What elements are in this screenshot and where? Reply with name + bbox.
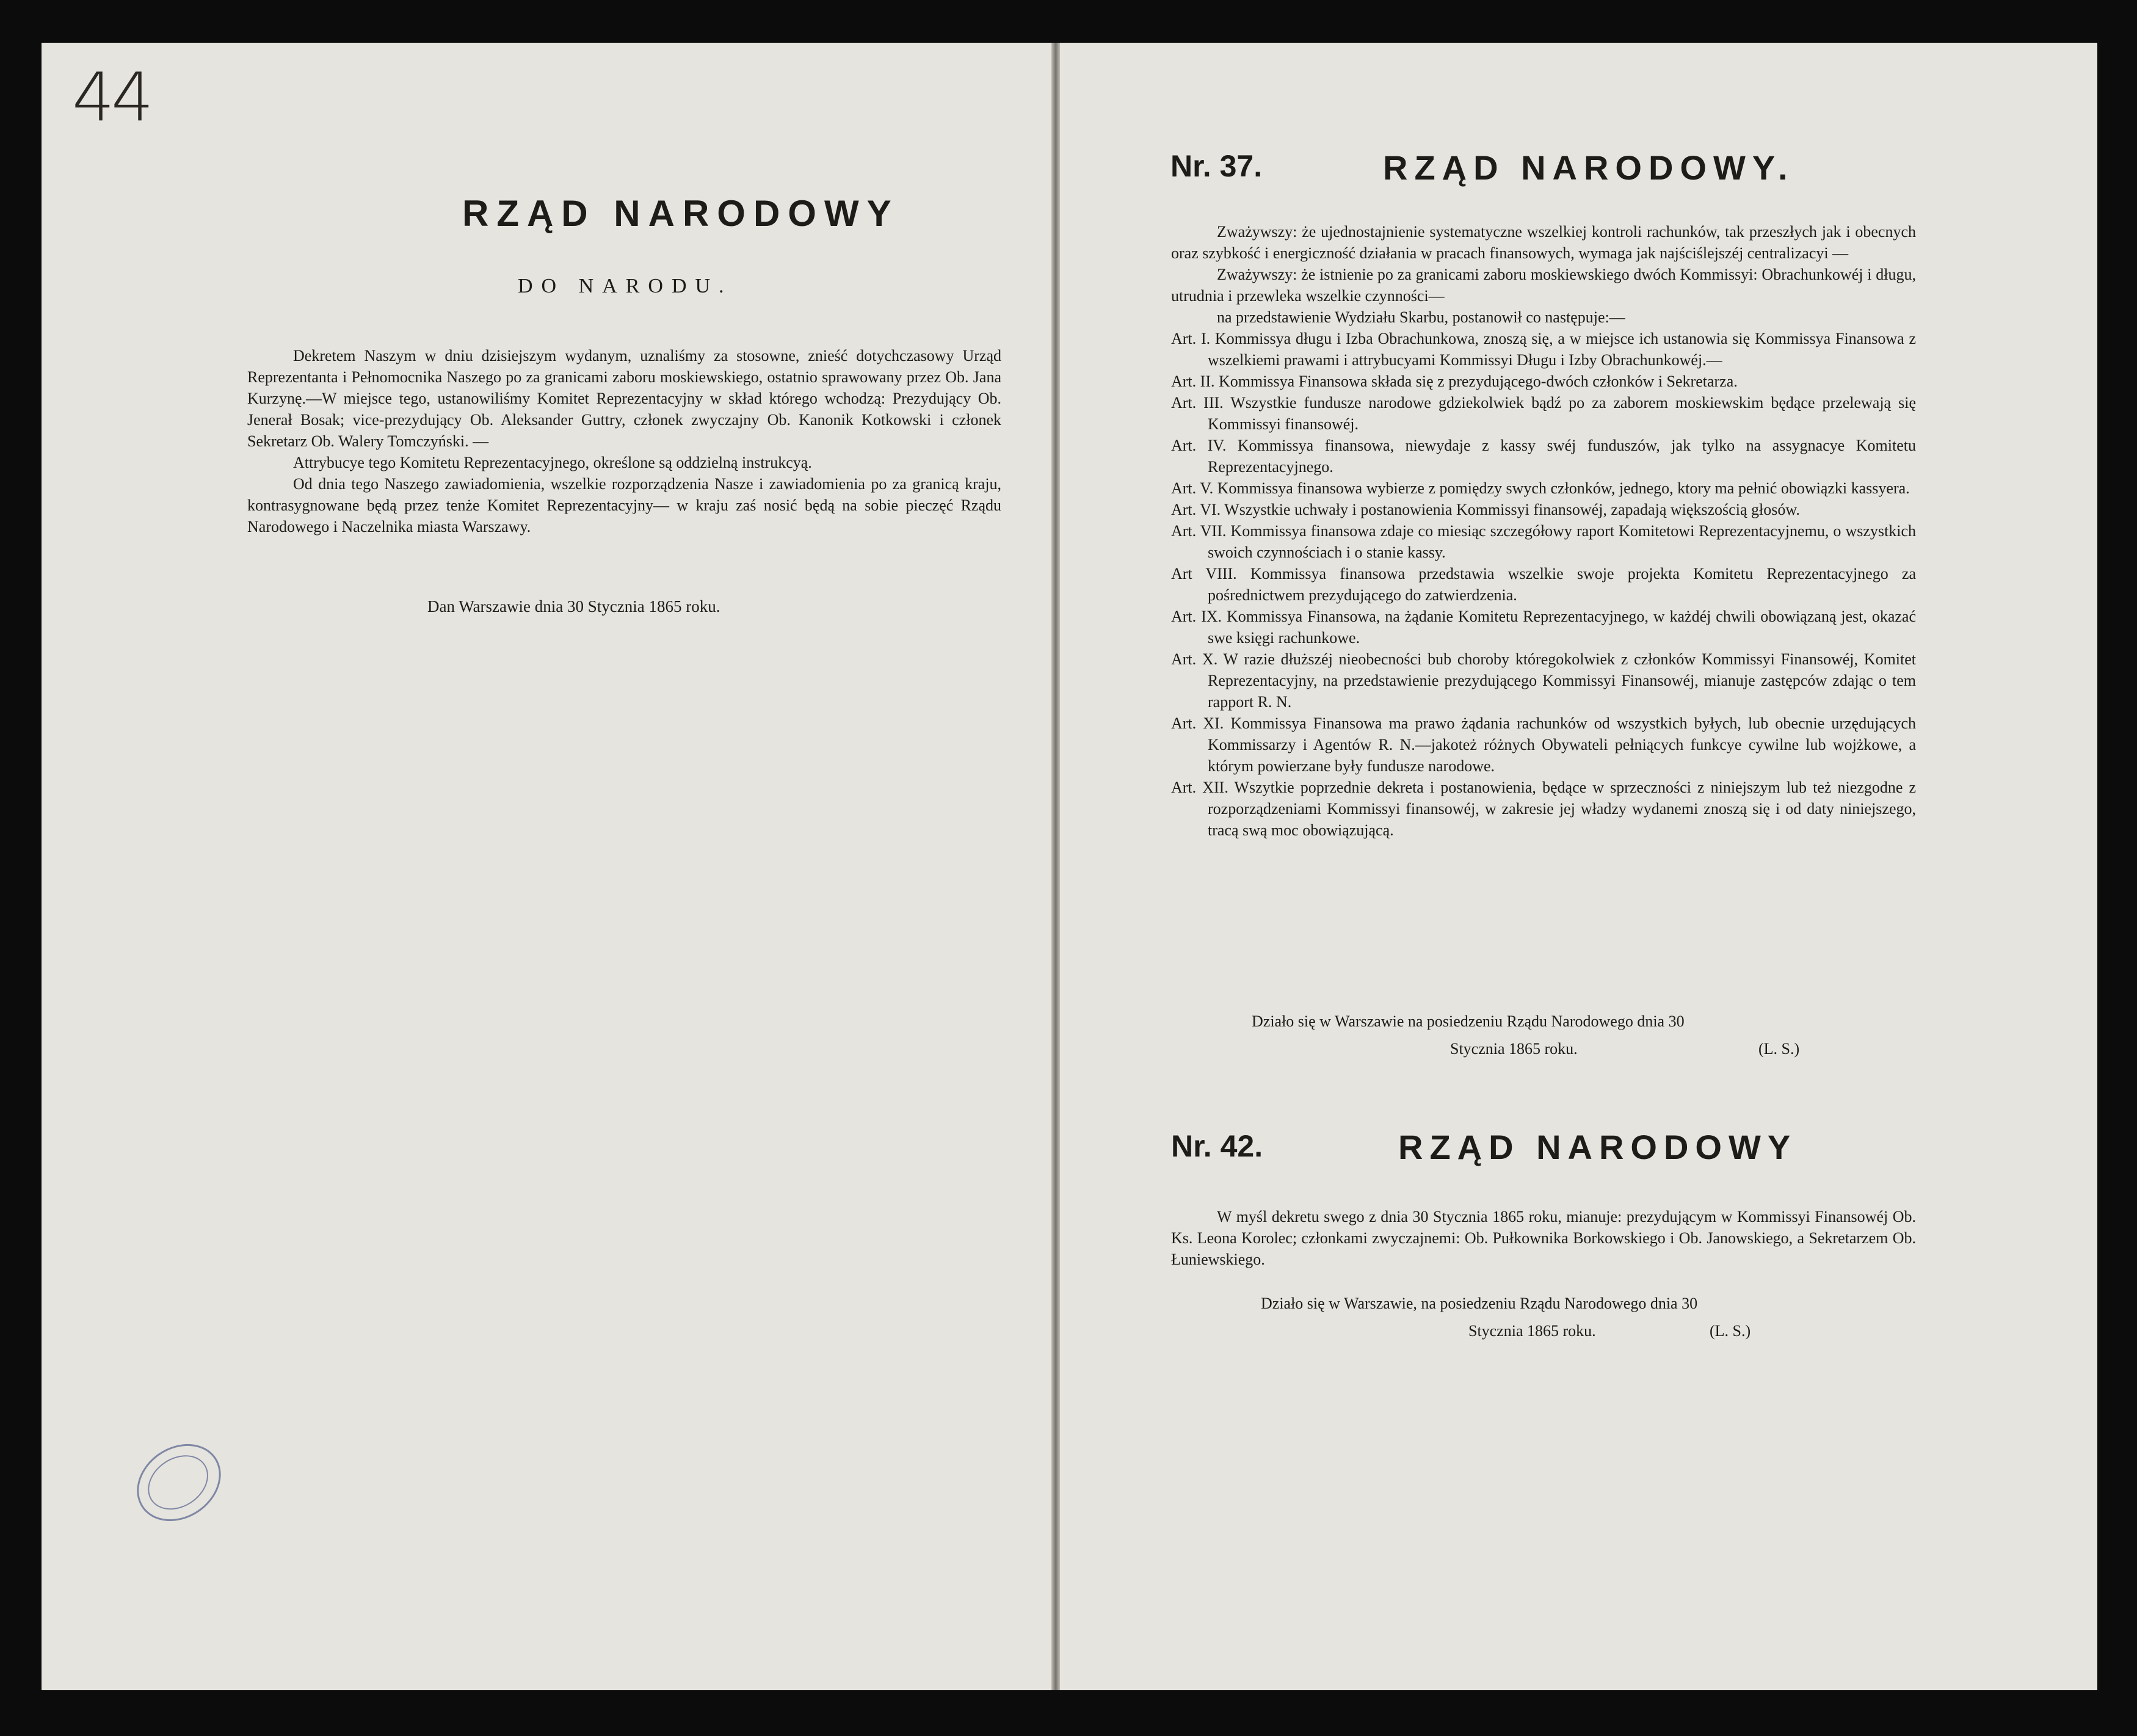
left-body: [247, 345, 1001, 537]
nr42-title: RZĄD NARODOWY: [1398, 1128, 1798, 1166]
nr37-body: [1171, 221, 1916, 841]
left-paragraph: Od dnia tego Naszego zawiadomienia, wszelkie rozporządzenia Nasze i zawiadomienia po za granicą kraju, kontrasygnowane będą przez tenże Komitet Reprezentacyjny— w kraju zaś nosić będą na sobie pieczęć Rządu Narodowego i Naczelnika miasta Warszawy.: [247, 475, 1001, 536]
nr37-preamble: na przedstawienie Wydziału Skarbu, postanowił co następuje:—: [1217, 308, 1625, 326]
nr37-preamble: Zważywszy: że istnienie po za granicami zaboru moskiewskiego dwóch Kommissyi: Obrachunkowéj i długu, utrudnia i przewleka wszelkie czynności—: [1171, 266, 1916, 305]
nr42-body: [1171, 1206, 1916, 1270]
nr37-title: RZĄD NARODOWY.: [1383, 148, 1794, 187]
nr37-article: Art. VII. Kommissya finansowa zdaje co miesiąc szczegółowy raport Komitetowi Reprezentacyjnemu, o wszystkich swoich czynnościach i o stanie kassy.: [1171, 522, 1916, 561]
handwritten-page-number: 44: [72, 58, 150, 136]
nr42-number: Nr. 42.: [1171, 1129, 1263, 1163]
nr42-text: W myśl dekretu swego z dnia 30 Stycznia 1865 roku, mianuje: prezydującym w Kommissyi Finansowéj Ob. Ks. Leona Korolec; członkami zwyczajnemi: Ob. Pułkownika Borkowskiego i Ob. Janowskiego, a Sekretarzem Ob. Łuniewskiego.: [1171, 1208, 1916, 1268]
nr42-seal: (L. S.): [1710, 1322, 1751, 1340]
left-paragraph: Dekretem Naszym w dniu dzisiejszym wydanym, uznaliśmy za stosowne, znieść dotychczasowy Urząd Reprezentanta i Pełnomocnika Naszego po za granicami zaboru moskiewskiego, ostatnio sprawowany przez Ob. Jana Kurzynę.—W miejsce tego, ustanowiliśmy Komitet Reprezentacyjny w skład którego wchodzą: Prezydujący Ob. Jenerał Bosak; vice-prezydujący Ob. Aleksander Guttry, członek zwyczajny Ob. Kanonik Kotkowski i członek Sekretarz Ob. Walery Tomczyński. —: [247, 347, 1001, 450]
nr37-article: Art. III. Wszystkie fundusze narodowe gdziekolwiek bądź po za zaborem moskiewskim będące przelewają się Kommissyi finansowéj.: [1171, 394, 1916, 433]
left-title: RZĄD NARODOWY: [462, 193, 899, 234]
nr37-closing-date: Stycznia 1865 roku.: [1450, 1040, 1578, 1058]
left-subtitle: DO NARODU.: [518, 275, 733, 297]
nr37-article: Art. V. Kommissya finansowa wybierze z pomiędzy swych członków, jednego, ktory ma pełnić obowiązki kassyera.: [1171, 479, 1910, 497]
left-paragraph: Attrybucye tego Komitetu Reprezentacyjnego, określone są oddzielną instrukcyą.: [293, 454, 812, 471]
nr37-preamble: Zważywszy: że ujednostajnienie systematyczne wszelkiej kontroli rachunków, tak przeszłych jak i obecnych oraz szybkość i energiczność działania w pracach finansowych, wymaga jak najściślejszéj centralizacyi —: [1171, 223, 1916, 262]
nr42-closing: Działo się w Warszawie, na posiedzeniu Rządu Narodowego dnia 30: [1261, 1295, 1698, 1312]
nr37-article: Art. VI. Wszystkie uchwały i postanowienia Kommissyi finansowéj, zapadają większością głosów.: [1171, 501, 1800, 518]
left-dated: Dan Warszawie dnia 30 Stycznia 1865 roku.: [427, 597, 720, 616]
nr37-article: Art. I. Kommissya długu i Izba Obrachunkowa, znoszą się, a w miejsce ich ustanowia się Kommissya Finansowa z wszelkiemi prawami i attrybucyami Kommissyi Długu i Izby Obrachunkowéj.—: [1171, 330, 1916, 369]
nr37-number: Nr. 37.: [1170, 149, 1263, 183]
nr37-closing: Działo się w Warszawie na posiedzeniu Rządu Narodowego dnia 30: [1252, 1012, 1685, 1030]
nr37-article: Art. X. W razie dłuższéj nieobecności bub choroby któregokolwiek z członków Kommissyi Finansowéj, Komitet Reprezentacyjny, na przedstawienie prezydującego Kommissyi Finansowéj, mianuje zastępców zdając o tem rapport R. N.: [1171, 650, 1916, 711]
nr37-article: Art. IV. Kommissya finansowa, niewydaje z kassy swéj funduszów, jak tylko na assygnacye Komitetu Reprezentacyjnego.: [1171, 437, 1916, 476]
nr37-article: Art. XI. Kommissya Finansowa ma prawo żądania rachunków od wszystkich byłych, lub obecnie urzędujących Kommissarzy i Agentów R. N.—jakoteż różnych Obywateli pełniących funkcye cywilne lub wojżkowe, a którym powierzane były fundusze narodowe.: [1171, 714, 1916, 775]
nr37-article: Art. II. Kommissya Finansowa składa się z prezydującego-dwóch członków i Sekretarza.: [1171, 372, 1738, 390]
page-fold: [1051, 43, 1060, 1690]
nr37-article: Art VIII. Kommissya finansowa przedstawia wszelkie swoje projekta Komitetu Reprezentacyjnego za pośrednictwem prezydującego do zatwierdzenia.: [1171, 565, 1916, 604]
nr42-closing-date: Stycznia 1865 roku.: [1468, 1322, 1596, 1340]
nr37-seal: (L. S.): [1758, 1040, 1800, 1058]
nr37-article: Art. IX. Kommissya Finansowa, na żądanie Komitetu Reprezentacyjnego, w każdéj chwili obowiązaną jest, okazać swe księgi rachunkowe.: [1171, 608, 1916, 647]
nr37-article: Art. XII. Wszytkie poprzednie dekreta i postanowienia, będące w sprzeczności z niniejszym lub też niezgodne z rozporządzeniami Kommissyi finansowéj, w zakresie jej władzy wydanemi znoszą się i od daty niniejszego, tracą swą moc obowiązującą.: [1171, 779, 1916, 839]
